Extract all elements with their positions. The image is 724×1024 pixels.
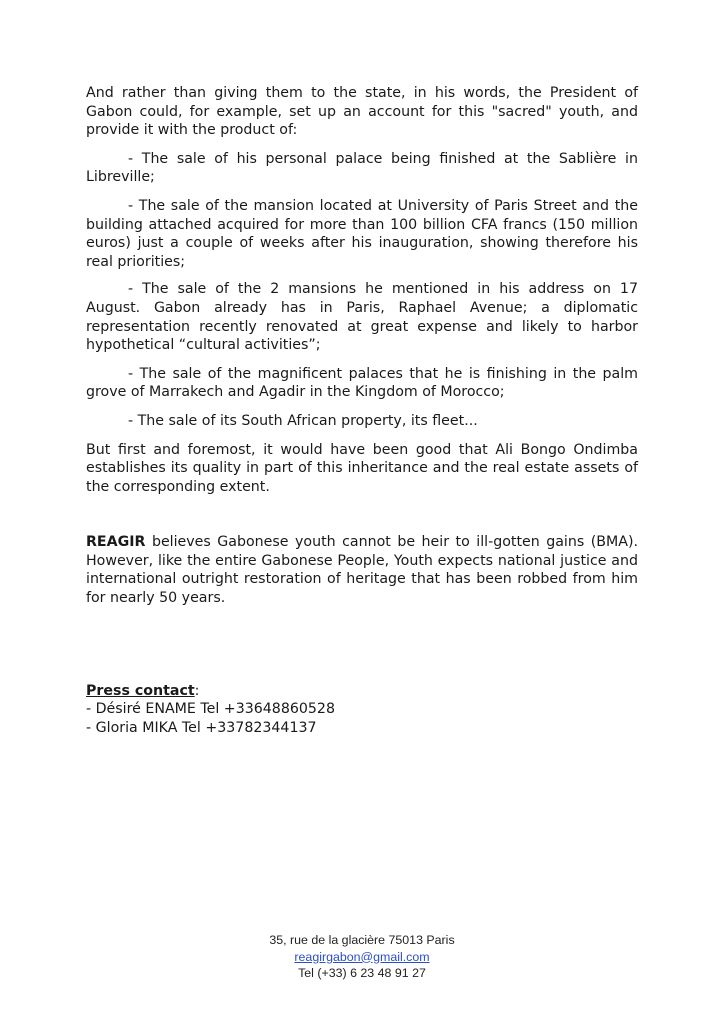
- list-item: - The sale of the magnificent palaces that he is finishing in the palm grove of Marrakech and Agadir in the Kingdom of Morocco;: [86, 365, 638, 401]
- document-body: [86, 84, 638, 737]
- press-contact-heading: [86, 682, 638, 701]
- contact-line: - Gloria MIKA Tel +33782344137: [86, 719, 317, 736]
- footer-address: 35, rue de la glacière 75013 Paris: [269, 933, 455, 947]
- list-item: - The sale of his personal palace being finished at the Sablière in Libreville;: [86, 150, 638, 186]
- footer-tel: Tel (+33) 6 23 48 91 27: [298, 966, 426, 980]
- press-contact-colon: :: [194, 682, 200, 699]
- list-item: - The sale of the mansion located at University of Paris Street and the building attached acquired for more than 100 billion CFA francs (150 million euros) just a couple of weeks after his inauguration, showing therefore his real priorities;: [86, 197, 638, 270]
- intro-paragraph: And rather than giving them to the state, in his words, the President of Gabon could, for example, set up an account for this "sacred" youth, and provide it with the product of:: [86, 85, 638, 139]
- reagir-text: believes Gabonese youth cannot be heir to ill-gotten gains (BMA). However, like the entire Gabonese People, Youth expects national justice and international outright restoration of heritage that has been robbed from him for nearly 50 years.: [86, 534, 638, 607]
- footer-email-link[interactable]: reagirgabon@gmail.com: [294, 949, 430, 964]
- contact-line: - Désiré ENAME Tel +33648860528: [86, 701, 335, 718]
- list-item: - The sale of the 2 mansions he mentioned in his address on 17 August. Gabon already has in Paris, Raphael Avenue; a diplomatic representation recently renovated at great expense and likely to harbor hypothetical “cultural activities”;: [86, 281, 638, 354]
- list-item: - The sale of its South African property, its fleet...: [128, 412, 478, 429]
- reagir-label: REAGIR: [86, 534, 146, 551]
- page-footer: [0, 932, 724, 982]
- press-contact: [86, 682, 638, 738]
- conclusion-paragraph: But first and foremost, it would have been good that Ali Bongo Ondimba establishes its quality in part of this inheritance and the real estate assets of the corresponding extent.: [86, 441, 638, 495]
- press-contact-title: Press contact: [86, 682, 195, 699]
- reagir-paragraph: [86, 533, 638, 607]
